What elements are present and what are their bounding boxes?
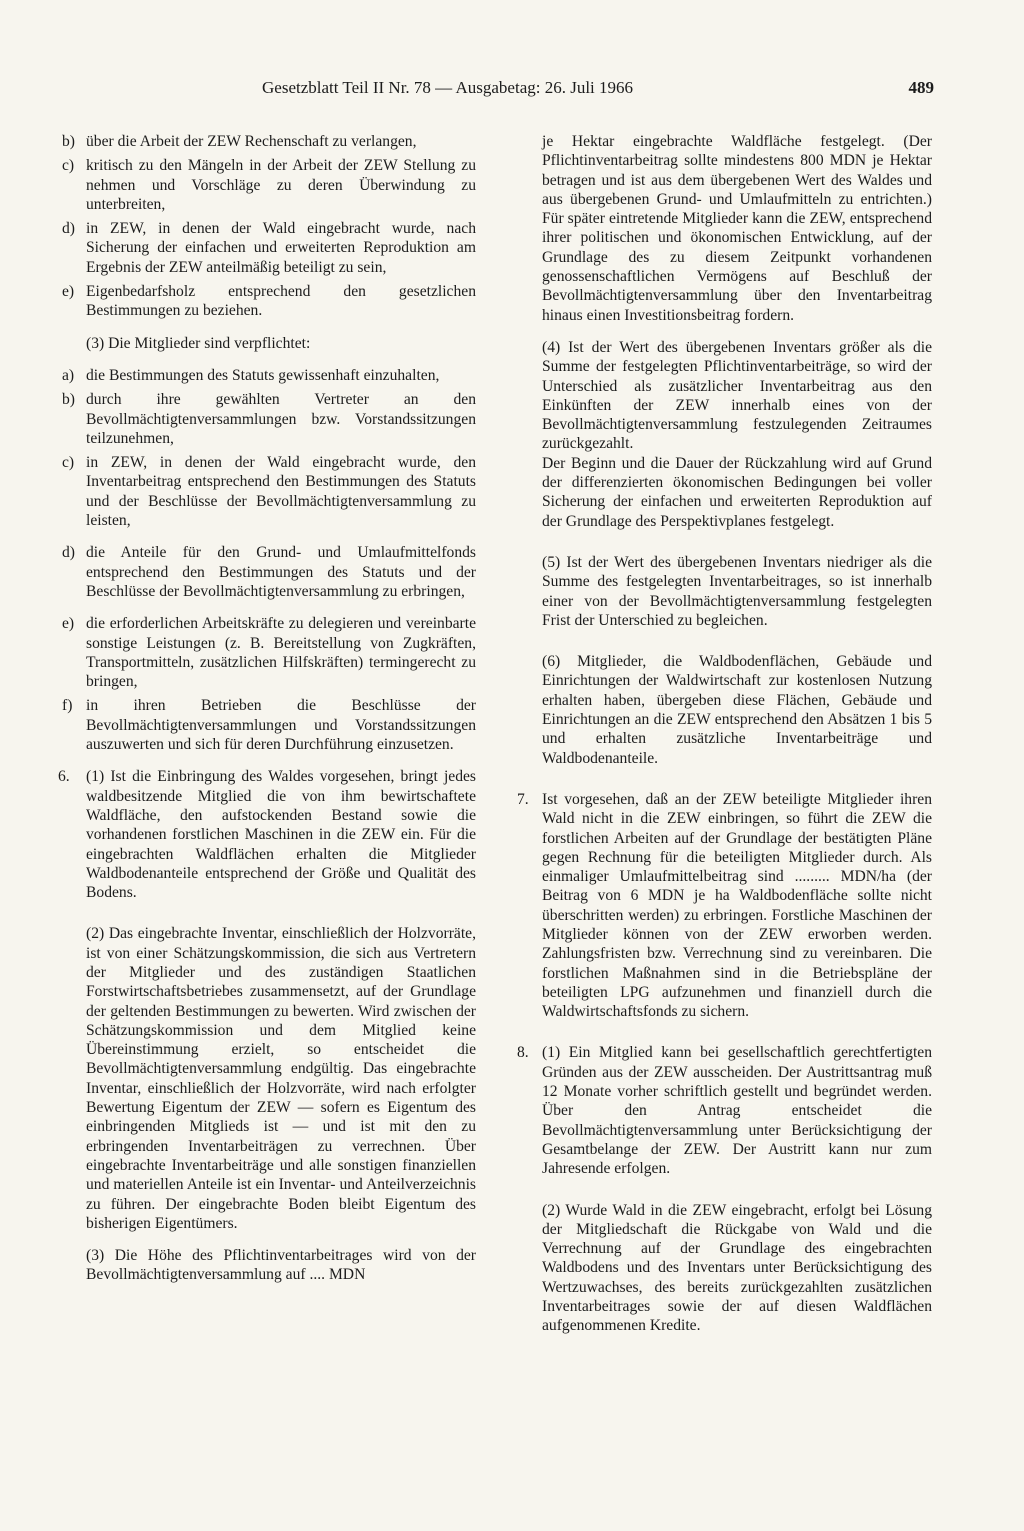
section-6-paragraph-2: (2) Das eingebrachte Inventar, einschließlich der Holzvorräte, ist von einer Schätzungskommission, die sich aus Vertretern der Mitglieder und des zuständigen Staatlichen Forstwirtschaftsbetriebes zusammensetzt, auf der Grundlage der geltenden Bestimmungen zu bewerten. Wird zwischen der Schätzungskommission und dem Mitglied keine Übereinstimmung erzielt, so entscheidet die Bevollmächtigtenversammlung endgültig. Das eingebrachte Inventar, einschließlich der Holzvorräte, wird nach erfolgter Bewertung Eigentum der ZEW — sofern es Eigentum des einbringenden Mitglieds ist — und ist mit den zu erbringenden Inventarbeiträgen zu verrechnen. Über eingebrachte Inventarbeiträge und alle sonstigen finanziellen und materiellen Anteile ist ein Inventar- und Anteilverzeichnis zu führen. Der eingebrachte Boden bleibt Eigentum des bisherigen Eigentümers. bbox=[86, 925, 476, 1232]
paragraph-text: Ist vorgesehen, daß an der ZEW beteiligte Mitglieder ihren Wald nicht in die ZEW einbringen, so führt die ZEW die forstlichen Arbeiten auf der Grundlage der bestätigten Pläne gegen Rechnung für die beteiligten Mitglieder durch. Als einmaliger Umlaufmittelbeitrag sind ......... MDN/ha (der Beitrag von 6 MDN je ha Waldbodenfläche sollte nicht überschritten werden) zu erbringen. Forstliche Maschinen der Mitglieder können von der ZEW erworben werden. Zahlungsfristen bzw. Verrechnung sind zu vereinbaren. Die forstlichen Maßnahmen sind in die Betriebspläne der beteiligten LPG aufzunehmen und finanziell durch die Waldwirtschaftsfonds zu sichern. bbox=[542, 790, 932, 1021]
item-text: Eigenbedarfsholz entsprechend den gesetzlichen Bestimmungen zu beziehen. bbox=[86, 283, 476, 320]
list-item bbox=[58, 543, 476, 601]
section-number: 8. bbox=[517, 1044, 529, 1062]
right-column bbox=[514, 132, 932, 1336]
item-text: die Anteile für den Grund- und Umlaufmittelfonds entsprechend den Bestimmungen des Statuts und der Beschlüsse der Bevollmächtigtenversammlung zu erbringen, bbox=[86, 544, 476, 600]
section-number: 7. bbox=[517, 790, 529, 808]
item-text: die Bestimmungen des Statuts gewissenhaft einzuhalten, bbox=[86, 366, 440, 384]
item-label: f) bbox=[62, 697, 73, 715]
list-item bbox=[58, 390, 476, 448]
item-text: kritisch zu den Mängeln in der Arbeit der ZEW Stellung zu nehmen und Vorschläge zu deren Überwindung zu unterbreiten, bbox=[86, 157, 476, 213]
section-8-paragraph-2: (2) Wurde Wald in die ZEW eingebracht, erfolgt bei Lösung der Mitgliedschaft die Rückgabe von Wald und die Verrechnung auf der Grundlage des eingebrachten Waldbodens und des Inventars unter Berücksichtigung des Wertzuwachses, des bereits zurückgezahlten zusätzlichen Inventarbeitrages sowie der auf diesen Waldflächen aufgenommenen Kredite. bbox=[542, 1201, 932, 1335]
item-text: in ZEW, in denen der Wald eingebracht wurde, den Inventarbeitrag entsprechend den Bestimmungen des Statuts und der Beschlüsse der Bevollmächtigtenversammlung zu leisten, bbox=[86, 454, 476, 530]
item-text: in ZEW, in denen der Wald eingebracht wurde, nach Sicherung der einfachen und erweiterten Reproduktion am Ergebnis der ZEW anteilmäßig beteiligt zu sein, bbox=[86, 220, 476, 276]
item-label: d) bbox=[62, 544, 75, 562]
item-text: über die Arbeit der ZEW Rechenschaft zu verlangen, bbox=[86, 133, 417, 150]
list-item bbox=[58, 132, 476, 151]
item-label: d) bbox=[62, 220, 75, 238]
section-6-paragraph-1 bbox=[58, 767, 476, 902]
gazette-title: Gesetzblatt Teil II Nr. 78 — Ausgabetag: 26. Juli 1966 bbox=[262, 78, 634, 97]
item-label: e) bbox=[62, 615, 75, 633]
paragraph-6: (6) Mitglieder, die Waldbodenflächen, Gebäude und Einrichtungen der Waldwirtschaft zur kostenlosen Nutzung erhalten haben, übergeben diese Flächen, Gebäude und Einrichtungen an die ZEW entsprechend den Absätzen 1 bis 5 und erhalten zusätzliche Inventarbeiträge und Waldbodenanteile. bbox=[542, 653, 932, 767]
paragraph-text: (1) Ein Mitglied kann bei gesellschaftlich gerechtfertigten Gründen aus der ZEW ausscheiden. Der Austrittsantrag muß 12 Monate vorher schriftlich gestellt und begründet werden. Über den Antrag entscheidet die Bevollmächtigtenversammlung unter Berücksichtigung der Gesamtbelange der ZEW. Der Austritt kann nur zum Jahresende erfolgen. bbox=[542, 1044, 932, 1178]
item-label: c) bbox=[62, 454, 75, 472]
paragraph-3-continued: je Hektar eingebrachte Waldfläche festgelegt. (Der Pflichtinventarbeitrag sollte mindestens 800 MDN je Hektar betragen und ist aus dem übergebenen Wert des Waldes und aus übergebenen Grund- und Umlaufmitteln zu entrichten.) Für später eintretende Mitglieder kann die ZEW, entsprechend ihrer politischen und ökonomischen Entwicklung, auf der Grundlage des zu diesem Zeitpunkt vorhandenen genossenschaftlichen Vermögens auf Beschluß der Bevollmächtigtenversammlung über den Inventarbeitrag hinaus einen Investitionsbeitrag fordern. bbox=[542, 133, 932, 324]
section-7 bbox=[514, 790, 932, 1022]
list-item bbox=[58, 366, 476, 385]
section-number: 6. bbox=[58, 768, 70, 786]
paragraph-3-intro: (3) Die Mitglieder sind verpflichtet: bbox=[86, 334, 311, 352]
section-8-paragraph-1 bbox=[514, 1043, 932, 1178]
item-label: b) bbox=[62, 133, 75, 150]
item-text: durch ihre gewählten Vertreter an den Bevollmächtigtenversammlungen bzw. Vorstandssitzungen teilzunehmen, bbox=[86, 391, 476, 447]
paragraph-4: (4) Ist der Wert des übergebenen Inventars größer als die Summe der festgelegten Pflichtinventarbeiträge, so wird der Unterschied als zusätzlicher Inventarbeitrag aus den Einkünften der ZEW innerhalb eines von der Bevollmächtigtenversammlung festzulegenden Zeitraumes zurückgezahlt. bbox=[542, 338, 932, 453]
page-number: 489 bbox=[908, 78, 934, 97]
item-text: in ihren Betrieben die Beschlüsse der Bevollmächtigtenversammlungen und Vorstandssitzungen auszuwerten und sich für deren Durchführung einzusetzen. bbox=[86, 697, 476, 754]
list-item bbox=[58, 614, 476, 691]
item-text: die erforderlichen Arbeitskräfte zu delegieren und vereinbarte sonstige Leistungen (z. B. Bereitstellung von Zugkräften, Transportmitteln, zusätzlichen Hilfskräften) termingerecht zu bringen, bbox=[86, 615, 476, 691]
paragraph-text: (1) Ist die Einbringung des Waldes vorgesehen, bringt jedes waldbesitzende Mitglied die von ihm bewirtschaftete Waldfläche, den aufstockenden Bestand sowie die vorhandenen forstlichen Maschinen in die ZEW ein. Für die eingebrachten Waldflächen erhalten die Mitglieder Waldbodenanteile entsprechend der Größe und Qualität des Bodens. bbox=[86, 768, 476, 902]
item-label: e) bbox=[62, 283, 75, 301]
item-label: b) bbox=[62, 391, 75, 409]
list-item bbox=[58, 453, 476, 530]
list-item bbox=[58, 696, 476, 754]
page-header bbox=[262, 76, 934, 100]
list-item bbox=[58, 219, 476, 277]
section-6-paragraph-3: (3) Die Höhe des Pflichtinventarbeitrages wird von der Bevollmächtigtenversammlung auf .... MDN bbox=[86, 1247, 476, 1284]
item-label: a) bbox=[62, 366, 75, 384]
item-label: c) bbox=[62, 157, 75, 175]
paragraph-5: (5) Ist der Wert des übergebenen Inventars niedriger als die Summe des festgelegten Inventarbeitrages, so ist innerhalb einer von der Bevollmächtigtenversammlung festgelegten Frist der Unterschied zu begleichen. bbox=[542, 553, 932, 629]
list-item bbox=[58, 156, 476, 214]
left-column bbox=[58, 132, 476, 1285]
paragraph-4-continued: Der Beginn und die Dauer der Rückzahlung wird auf Grund der differenzierten ökonomischen Bedingungen bei voller Sicherung der einfachen und erweiterten Reproduktion auf der Grundlage des Perspektivplanes festgelegt. bbox=[542, 454, 932, 530]
list-item bbox=[58, 282, 476, 321]
